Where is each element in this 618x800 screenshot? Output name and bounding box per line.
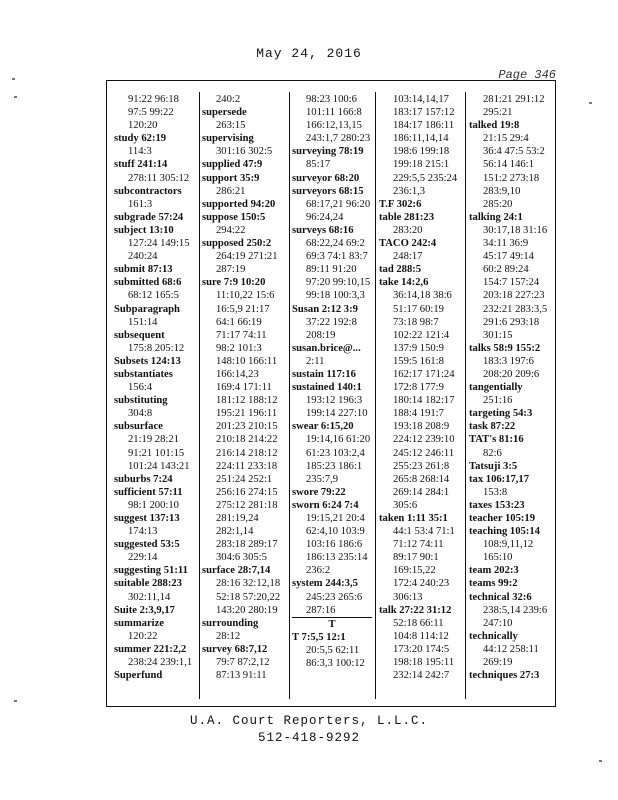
index-term: sustained 140:1	[292, 382, 362, 394]
index-locator: 45:17 49:14	[483, 251, 534, 263]
section-letter: T	[328, 618, 336, 630]
column-divider	[375, 92, 376, 699]
index-locator: 44:12 258:11	[483, 643, 539, 655]
index-locator: 245:12 246:11	[393, 447, 455, 459]
index-locator: 68:17,21 96:20	[306, 198, 371, 210]
index-locator: 30:17,18 31:16	[483, 224, 548, 236]
index-locator: 198:18 195:11	[393, 657, 455, 669]
index-locator: 278:11 305:12	[128, 172, 190, 184]
index-locator: 166:14,23	[216, 368, 259, 380]
index-locator: 283:9,10	[483, 185, 521, 197]
column-divider	[289, 92, 290, 699]
index-locator: 151:14	[128, 316, 158, 328]
index-term: surveying 78:19	[292, 146, 364, 158]
scan-speck	[589, 102, 592, 104]
index-locator: 188:4 191:7	[393, 408, 444, 420]
index-locator: 175:8 205:12	[128, 342, 185, 354]
index-locator: 287:16	[292, 604, 372, 618]
index-locator: 21:15 29:4	[483, 133, 529, 145]
index-locator: 186:11,14,14	[393, 133, 449, 145]
index-locator: 148:10 166:11	[216, 355, 278, 367]
index-locator: 120:22	[128, 630, 158, 642]
index-locator: 44:1 53:4 71:1	[393, 526, 455, 538]
index-term: summer 221:2,2	[114, 643, 187, 655]
index-term: summarize	[114, 617, 165, 629]
index-locator: 101:11 166:8	[306, 107, 362, 119]
index-locator: 295:21	[483, 107, 513, 119]
index-locator: 103:16 186:6	[306, 539, 363, 551]
index-locator: 281:19,24	[216, 513, 259, 524]
index-column-2	[202, 93, 286, 698]
index-locator: 96:24,24	[306, 211, 344, 223]
transcript-date: May 24, 2016	[256, 46, 362, 61]
index-locator: 282:1,14	[216, 526, 254, 538]
index-locator: 16:5,9 21:17	[216, 303, 270, 315]
index-locator: 37:22 192:8	[306, 316, 357, 328]
index-term: Superfund	[114, 670, 163, 682]
index-locator: 161:3	[128, 198, 153, 210]
index-locator: 68:12 165:5	[128, 290, 179, 302]
index-term: subsequent	[114, 329, 165, 341]
index-term: tangentially	[469, 382, 523, 394]
index-locator: 269:19	[483, 657, 513, 669]
index-locator: 183:3 197:6	[483, 355, 534, 367]
index-locator: 294:22	[216, 224, 246, 236]
index-term: survey 68:7,12	[202, 643, 268, 655]
index-term: study 62:19	[114, 133, 167, 145]
index-locator: 91:21 101:15	[128, 447, 185, 459]
index-locator: 291:6 293:18	[483, 316, 540, 328]
index-locator: 248:17	[393, 251, 423, 263]
index-locator: 238:24 239:1,1	[128, 657, 193, 669]
index-locator: 263:15	[216, 120, 246, 132]
index-locator: 73:18 98:7	[393, 316, 439, 328]
index-locator: 97:5 99:22	[128, 107, 174, 119]
index-locator: 28:16 32:12,18	[216, 578, 281, 590]
index-term: supported 94:20	[202, 198, 276, 210]
index-locator: 224:11 233:18	[216, 460, 278, 472]
index-locator: 180:14 182:17	[393, 395, 455, 407]
index-locator: 184:17 186:11	[393, 120, 455, 132]
index-term: support 35:9	[202, 172, 260, 184]
index-term: subgrade 57:24	[114, 211, 184, 223]
index-term: swore 79:22	[292, 486, 346, 498]
index-term: technically	[469, 630, 518, 642]
index-locator: 68:22,24 69:2	[306, 238, 365, 250]
index-locator: 71:12 74:11	[393, 539, 444, 551]
index-locator: 89:17 90:1	[393, 552, 439, 564]
index-locator: 240:24	[128, 251, 158, 263]
index-locator: 62:4,10 103:9	[306, 526, 365, 538]
index-locator: 199:18 215:1	[393, 159, 450, 171]
index-term: taken 1:11 35:1	[379, 513, 448, 524]
index-locator: 245:23 265:6	[306, 591, 363, 603]
index-locator: 224:12 239:10	[393, 434, 455, 446]
index-locator: 243:1,7 280:23	[306, 133, 371, 145]
index-term: teams 99:2	[469, 578, 518, 590]
index-locator: 174:13	[128, 526, 158, 538]
index-locator: 89:11 91:20	[306, 264, 357, 276]
index-locator: 216:14 218:12	[216, 447, 278, 459]
index-locator: 52:18 66:11	[393, 617, 444, 629]
index-term: subsurface	[114, 421, 163, 433]
index-term: subcontractors	[114, 185, 182, 197]
index-locator: 199:14 227:10	[306, 408, 368, 420]
index-locator: 232:21 283:3,5	[483, 303, 548, 315]
index-locator: 251:16	[483, 395, 513, 407]
index-locator: 193:12 196:3	[306, 395, 363, 407]
index-locator: 264:19 271:21	[216, 251, 278, 263]
index-term: surface 28:7,14	[202, 565, 271, 577]
index-locator: 304:6 305:5	[216, 552, 267, 564]
index-locator: 281:21 291:12	[483, 94, 545, 105]
index-locator: 104:8 114:12	[393, 630, 449, 642]
index-term: Subsets 124:13	[114, 355, 181, 367]
index-locator: 301:15	[483, 329, 513, 341]
index-locator: 172:8 177:9	[393, 382, 444, 394]
index-term: suppose 150:5	[202, 211, 266, 223]
index-locator: 198:6 199:18	[393, 146, 450, 158]
index-locator: 302:11,14	[128, 591, 171, 603]
index-term: subject 13:10	[114, 224, 174, 236]
index-locator: 60:2 89:24	[483, 264, 529, 276]
index-term: talked 19:8	[469, 120, 520, 132]
index-term: supervising	[202, 133, 254, 145]
index-locator: 232:14 242:7	[393, 670, 450, 682]
index-locator: 287:19	[216, 264, 246, 276]
index-locator: 169:4 171:11	[216, 382, 272, 394]
index-locator: 286:21	[216, 185, 246, 197]
index-locator: 101:24 143:21	[128, 460, 190, 472]
index-locator: 203:18 227:23	[483, 290, 545, 302]
index-locator: 108:9,11,12	[483, 539, 534, 551]
index-term: technical 32:6	[469, 591, 532, 603]
index-locator: 265:8 268:14	[393, 473, 450, 485]
index-locator: 208:19	[306, 329, 336, 341]
scan-speck	[599, 760, 602, 762]
index-locator: 56:14 146:1	[483, 159, 534, 171]
index-term: swear 6:15,20	[292, 421, 354, 433]
index-term: system 244:3,5	[292, 578, 358, 590]
scan-speck	[12, 78, 15, 80]
index-term: stuff 241:14	[114, 159, 168, 171]
index-column-3	[292, 93, 372, 698]
index-term: suggesting 51:11	[114, 565, 188, 577]
index-locator: 201:23 210:15	[216, 421, 278, 433]
index-locator: 137:9 150:9	[393, 342, 444, 354]
index-locator: 86:3,3 100:12	[306, 658, 365, 670]
column-divider	[465, 92, 466, 699]
index-locator: 153:8	[483, 486, 508, 498]
index-locator: 255:23 261:8	[393, 460, 450, 472]
index-locator: 159:5 161:8	[393, 355, 444, 367]
index-term: suburbs 7:24	[114, 473, 173, 485]
index-term: TACO 242:4	[379, 238, 437, 250]
index-term: tad 288:5	[379, 264, 422, 276]
index-locator: 181:12 188:12	[216, 395, 278, 407]
index-locator: 172:4 240:23	[393, 578, 450, 590]
index-term: suggest 137:13	[114, 513, 180, 524]
index-column-1	[114, 93, 196, 698]
index-locator: 285:20	[483, 198, 513, 210]
index-term: sustain 117:16	[292, 368, 356, 380]
index-locator: 283:18 289:17	[216, 539, 278, 551]
index-term: susan.brice@...	[292, 342, 361, 354]
index-term: Susan 2:12 3:9	[292, 303, 358, 315]
index-locator: 21:19 28:21	[128, 434, 179, 446]
index-locator: 98:1 200:10	[128, 499, 179, 511]
index-term: Tatsuji 3:5	[469, 460, 518, 472]
index-term: supposed 250:2	[202, 238, 272, 250]
index-locator: 143:20 280:19	[216, 604, 278, 616]
index-term: T 7:5,5 12:1	[292, 631, 346, 643]
index-term: teacher 105:19	[469, 513, 535, 524]
index-term: task 87:22	[469, 421, 516, 433]
index-locator: 28:12	[216, 630, 241, 642]
index-column-5	[469, 93, 553, 698]
index-locator: 269:14 284:1	[393, 486, 450, 498]
index-locator: 79:7 87:2,12	[216, 657, 270, 669]
index-locator: 51:17 60:19	[393, 303, 444, 315]
index-locator: 2:11	[306, 355, 325, 367]
index-locator: 98:23 100:6	[306, 94, 357, 105]
index-term: teaching 105:14	[469, 526, 540, 538]
index-locator: 154:7 157:24	[483, 277, 540, 289]
reporter-company: U.A. Court Reporters, L.L.C.	[189, 714, 429, 728]
index-term: suitable 288:23	[114, 578, 182, 590]
index-term: surveyors 68:15	[292, 185, 364, 197]
index-term: surrounding	[202, 617, 259, 629]
index-locator: 97:20 99:10,15	[306, 277, 371, 289]
index-locator: 306:13	[393, 591, 423, 603]
index-term: sufficient 57:11	[114, 486, 183, 498]
index-term: Suite 2:3,9,17	[114, 604, 175, 616]
index-locator: 102:22 121:4	[393, 329, 450, 341]
index-locator: 173:20 174:5	[393, 643, 450, 655]
column-divider	[199, 92, 200, 699]
index-locator: 11:10,22 15:6	[216, 290, 275, 302]
index-locator: 195:21 196:11	[216, 408, 278, 420]
index-locator: 36:4 47:5 53:2	[483, 146, 545, 158]
index-locator: 19:14,16 61:20	[306, 434, 371, 446]
index-locator: 236:1,3	[393, 185, 426, 197]
index-locator: 99:18 100:3,3	[306, 290, 365, 302]
index-locator: 103:14,14,17	[393, 94, 449, 105]
index-locator: 185:23 186:1	[306, 460, 363, 472]
index-locator: 34:11 36:9	[483, 238, 529, 250]
index-term: taxes 153:23	[469, 499, 525, 511]
index-term: take 14:2,6	[379, 277, 429, 289]
index-locator: 208:20 209:6	[483, 368, 540, 380]
index-column-4	[379, 93, 461, 698]
index-locator: 98:2 101:3	[216, 342, 262, 354]
index-locator: 82:6	[483, 447, 502, 459]
index-locator: 210:18 214:22	[216, 434, 278, 446]
index-locator: 229:14	[128, 552, 158, 564]
reporter-phone: 512-418-9292	[257, 731, 360, 745]
index-term: substantiates	[114, 368, 173, 380]
index-term: supersede	[202, 107, 247, 119]
index-locator: 169:15,22	[393, 565, 436, 577]
index-term: supplied 47:9	[202, 159, 263, 171]
index-locator: 87:13 91:11	[216, 670, 267, 682]
index-term: table 281:23	[379, 211, 435, 223]
index-locator: 301:16 302:5	[216, 146, 273, 158]
index-locator: 52:18 57:20,22	[216, 591, 281, 603]
index-term: targeting 54:3	[469, 408, 533, 420]
index-locator: 229:5,5 235:24	[393, 172, 458, 184]
index-locator: 69:3 74:1 83:7	[306, 251, 368, 263]
index-locator: 85:17	[306, 159, 331, 171]
index-term: submit 87:13	[114, 264, 173, 276]
index-locator: 193:18 208:9	[393, 421, 450, 433]
index-term: submitted 68:6	[114, 277, 182, 289]
index-locator: 283:20	[393, 224, 423, 236]
index-locator: 183:17 157:12	[393, 107, 455, 119]
index-locator: 186:13 235:14	[306, 552, 368, 564]
scan-speck	[14, 96, 17, 98]
index-locator: 275:12 281:18	[216, 499, 278, 511]
index-locator: 114:3	[128, 146, 152, 158]
page-number: Page 346	[498, 68, 556, 82]
index-locator: 61:23 103:2,4	[306, 447, 365, 459]
index-locator: 91:22 96:18	[128, 94, 179, 105]
index-locator: 235:7,9	[306, 473, 339, 485]
index-locator: 151:2 273:18	[483, 172, 540, 184]
index-locator: 304:8	[128, 408, 153, 420]
index-locator: 256:16 274:15	[216, 486, 278, 498]
index-locator: 71:17 74:11	[216, 329, 267, 341]
index-term: suggested 53:5	[114, 539, 180, 551]
index-locator: 36:14,18 38:6	[393, 290, 452, 302]
index-locator: 236:2	[306, 565, 331, 577]
index-locator: 20:5,5 62:11	[306, 644, 360, 656]
index-term: tax 106:17,17	[469, 473, 530, 485]
index-locator: 305:6	[393, 499, 418, 511]
index-locator: 238:5,14 239:6	[483, 604, 548, 616]
index-locator: 127:24 149:15	[128, 238, 190, 250]
index-locator: 162:17 171:24	[393, 368, 455, 380]
index-locator: 251:24 252:1	[216, 473, 273, 485]
index-term: surveys 68:16	[292, 224, 354, 236]
index-locator: 165:10	[483, 552, 513, 564]
index-term: team 202:3	[469, 565, 519, 577]
index-locator: 19:15,21 20:4	[306, 513, 365, 524]
index-locator: 64:1 66:19	[216, 316, 262, 328]
index-term: T.F 302:6	[379, 198, 422, 210]
index-locator: 120:20	[128, 120, 158, 132]
index-term: TAT's 81:16	[469, 434, 524, 446]
index-locator: 247:10	[483, 617, 513, 629]
index-term: sworn 6:24 7:4	[292, 499, 359, 511]
index-term: talk 27:22 31:12	[379, 604, 452, 616]
index-term: techniques 27:3	[469, 670, 540, 682]
index-term: sure 7:9 10:20	[202, 277, 266, 289]
index-term: talking 24:1	[469, 211, 523, 223]
scan-speck	[14, 700, 17, 702]
index-locator: 156:4	[128, 382, 153, 394]
index-term: substituting	[114, 395, 168, 407]
index-locator: 166:12,13,15	[306, 120, 362, 132]
index-locator: 240:2	[216, 94, 241, 105]
index-term: Subparagraph	[114, 303, 180, 315]
index-term: talks 58:9 155:2	[469, 342, 541, 354]
index-term: surveyor 68:20	[292, 172, 360, 184]
